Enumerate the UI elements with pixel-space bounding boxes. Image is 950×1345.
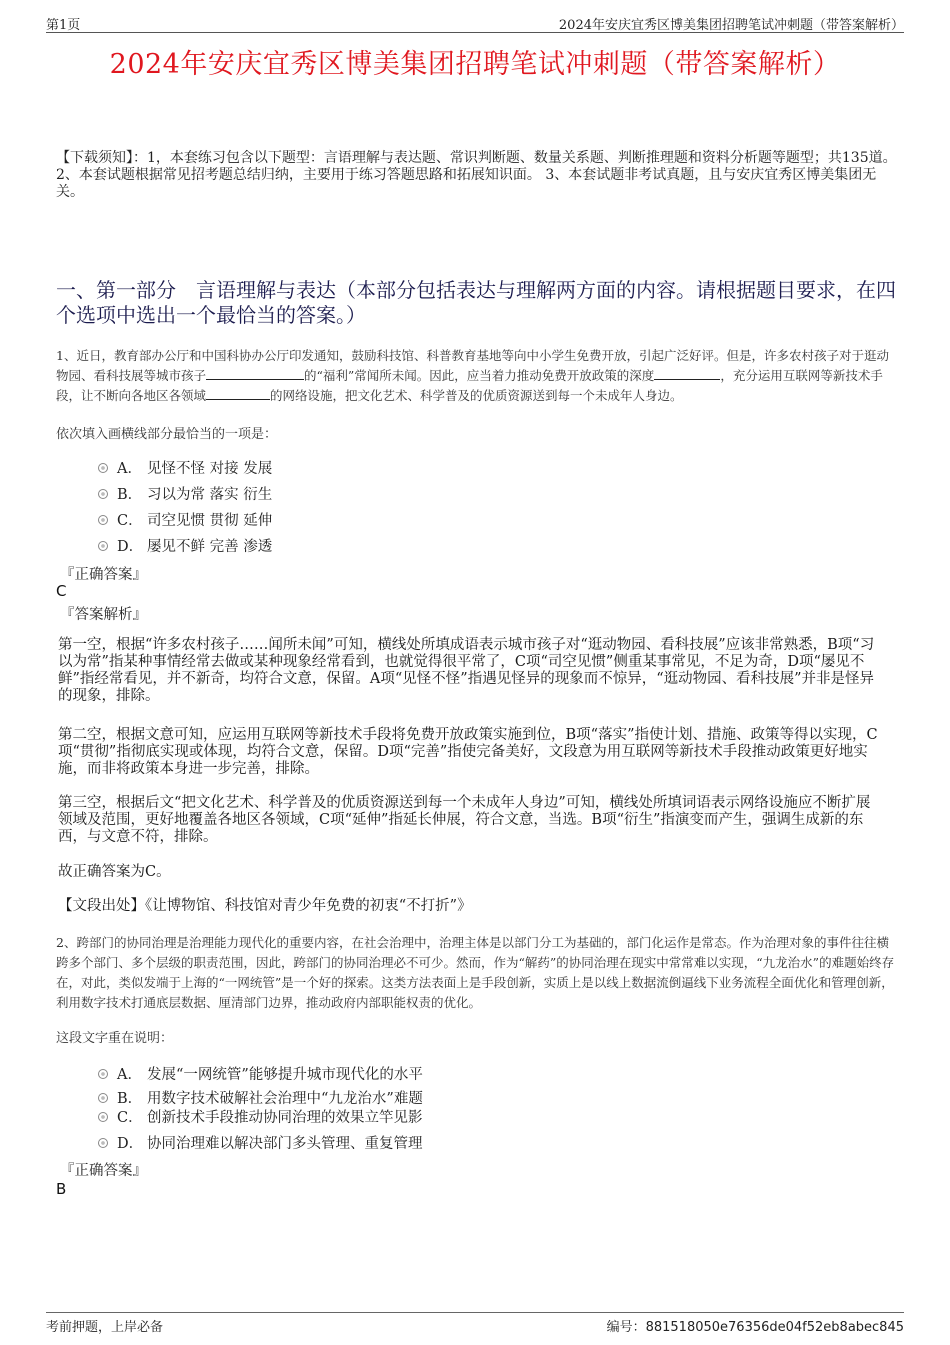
section-title: 一、第一部分 言语理解与表达（本部分包括表达与理解两方面的内容。请根据题目要求，在四个选项中选出一个最恰当的答案。） (56, 278, 896, 327)
radio-icon[interactable] (98, 463, 108, 473)
q1-option-c[interactable]: C． 司空见惯 贯彻 延伸 (98, 509, 272, 530)
question-2-text: 2、跨部门的协同治理是治理能力现代化的重要内容，在社会治理中，治理主体是以部门分工为基础的，部门化运作是常态。作为治理对象的事件往往横跨多个部门、多个层级的职责范围，因此，跨部门的协同治理必不可少。然而，作为“解药”的协同治理在现实中常常难以实现，“九龙治水”的难题始终存在，对此，类似发端于上海的“一网统管”是一个好的探索。这类方法表面上是手段创新，实质上是以线上数据流倒逼线下业务流程全面优化和管理创新，利用数字技术打通底层数据、厘清部门边界，推动政府内部职能权责的优化。 (56, 935, 895, 1010)
q1-answer-label: 『正确答案』 (60, 567, 147, 583)
blank-2 (654, 367, 720, 380)
q2-option-a[interactable]: A． 发展“一网统管”能够提升城市现代化的水平 (98, 1063, 423, 1084)
radio-icon[interactable] (98, 1138, 108, 1148)
footer-slogan: 考前押题，上岸必备 (46, 1320, 164, 1335)
question-1-text: 1、近日，教育部办公厅和中国科协办公厅印发通知，鼓励科技馆、科普教育基地等向中小学生免费开放，引起广泛好评。但是，许多农村孩子对于逛动物园、看科技展等城市孩子 的“福利”常闻所未闻。因此，应当着力推动免费开放政策的深度 ，充分运用互联网等新技术手段，让不断向各地区各领域 的网络设施，把文化艺术、科学普及的优质资源送到每一个未成年人身边。 (56, 348, 889, 403)
q1-option-d[interactable]: D． 屡见不鲜 完善 渗透 (98, 535, 272, 556)
q2-answer: B (56, 1180, 67, 1198)
q1-option-a[interactable]: A． 见怪不怪 对接 发展 (98, 457, 272, 478)
question-1-prompt: 依次填入画横线部分最恰当的一项是： (56, 427, 278, 442)
radio-icon[interactable] (98, 1112, 108, 1122)
blank-3 (206, 387, 270, 400)
q1-analysis-paragraph-1: 第一空，根据“许多农村孩子……闻所未闻”可知，横线处所填成语表示城市孩子对“逛动物园、看科技展”应该非常熟悉，B项“习以为常”指某种事情经常去做或某种现象经常看到，也就觉得很平常了，C项“司空见惯”侧重某事常见，不足为奇，D项“屡见不鲜”指经常看见，并不新奇，均符合文意，保留。A项“见怪不怪”指遇见怪异的现象而不惊异，“逛动物园、看科技展”并非是怪异的现象，排除。 (58, 637, 875, 704)
header-doc-title: 2024年安庆宜秀区博美集团招聘笔试冲刺题（带答案解析） (558, 18, 904, 33)
radio-icon[interactable] (98, 489, 108, 499)
radio-icon[interactable] (98, 541, 108, 551)
radio-icon[interactable] (98, 515, 108, 525)
q2-option-b[interactable]: B． 用数字技术破解社会治理中“九龙治水”难题 (98, 1087, 423, 1108)
q1-option-b[interactable]: B． 习以为常 落实 衍生 (98, 483, 272, 504)
blank-1 (206, 367, 304, 380)
q1-answer: C (56, 582, 67, 600)
q1-source: 【文段出处】《让博物馆、科技馆对青少年免费的初衷“不打折”》 (58, 898, 472, 914)
q1-analysis-paragraph-2: 第二空，根据文意可知，应运用互联网等新技术手段将免费开放政策实施到位，B项“落实”指使计划、措施、政策等得以实现，C项“贯彻”指彻底实现或体现，均符合文意，保留。D项“完善”指使完备美好，文段意为用互联网等新技术手段推动政策更好地实施，而非将政策本身进一步完善，排除。 (58, 727, 878, 777)
radio-icon[interactable] (98, 1069, 108, 1079)
q2-option-d[interactable]: D． 协同治理难以解决部门多头管理、重复管理 (98, 1132, 423, 1153)
page-header (46, 12, 904, 33)
q1-analysis-paragraph-3: 第三空，根据后文“把文化艺术、科学普及的优质资源送到每一个未成年人身边”可知，横线处所填词语表示网络设施应不断扩展领域及范围，更好地覆盖各地区各领域，C项“延伸”指延长伸展，符合文意，当选。B项“衍生”指演变而产生，强调生成新的东西，与文意不符，排除。 (58, 795, 871, 845)
q2-option-c[interactable]: C． 创新技术手段推动协同治理的效果立竿见影 (98, 1106, 423, 1127)
q1-conclusion: 故正确答案为C。 (58, 864, 171, 880)
radio-icon[interactable] (98, 1093, 108, 1103)
document-title: 2024年安庆宜秀区博美集团招聘笔试冲刺题（带答案解析） (109, 49, 841, 80)
download-notice: 【下载须知】：1，本套练习包含以下题型：言语理解与表达题、常识判断题、数量关系题、判断推理题和资料分析题等题型；共135道。 2、本套试题根据常见招考题总结归纳，主要用于练习答题思路和拓展知识面。 3、本套试题非考试真题，且与安庆宜秀区博美集团无关。 (56, 150, 897, 200)
q1-analysis-label: 『答案解析』 (60, 607, 147, 623)
page-number: 第1页 (46, 18, 81, 33)
question-2-prompt: 这段文字重在说明： (56, 1031, 174, 1046)
footer-code: 编号：881518050e76356de04f52eb8abec845 (606, 1320, 904, 1335)
page-footer (46, 1312, 904, 1335)
q2-answer-label: 『正确答案』 (60, 1163, 147, 1179)
